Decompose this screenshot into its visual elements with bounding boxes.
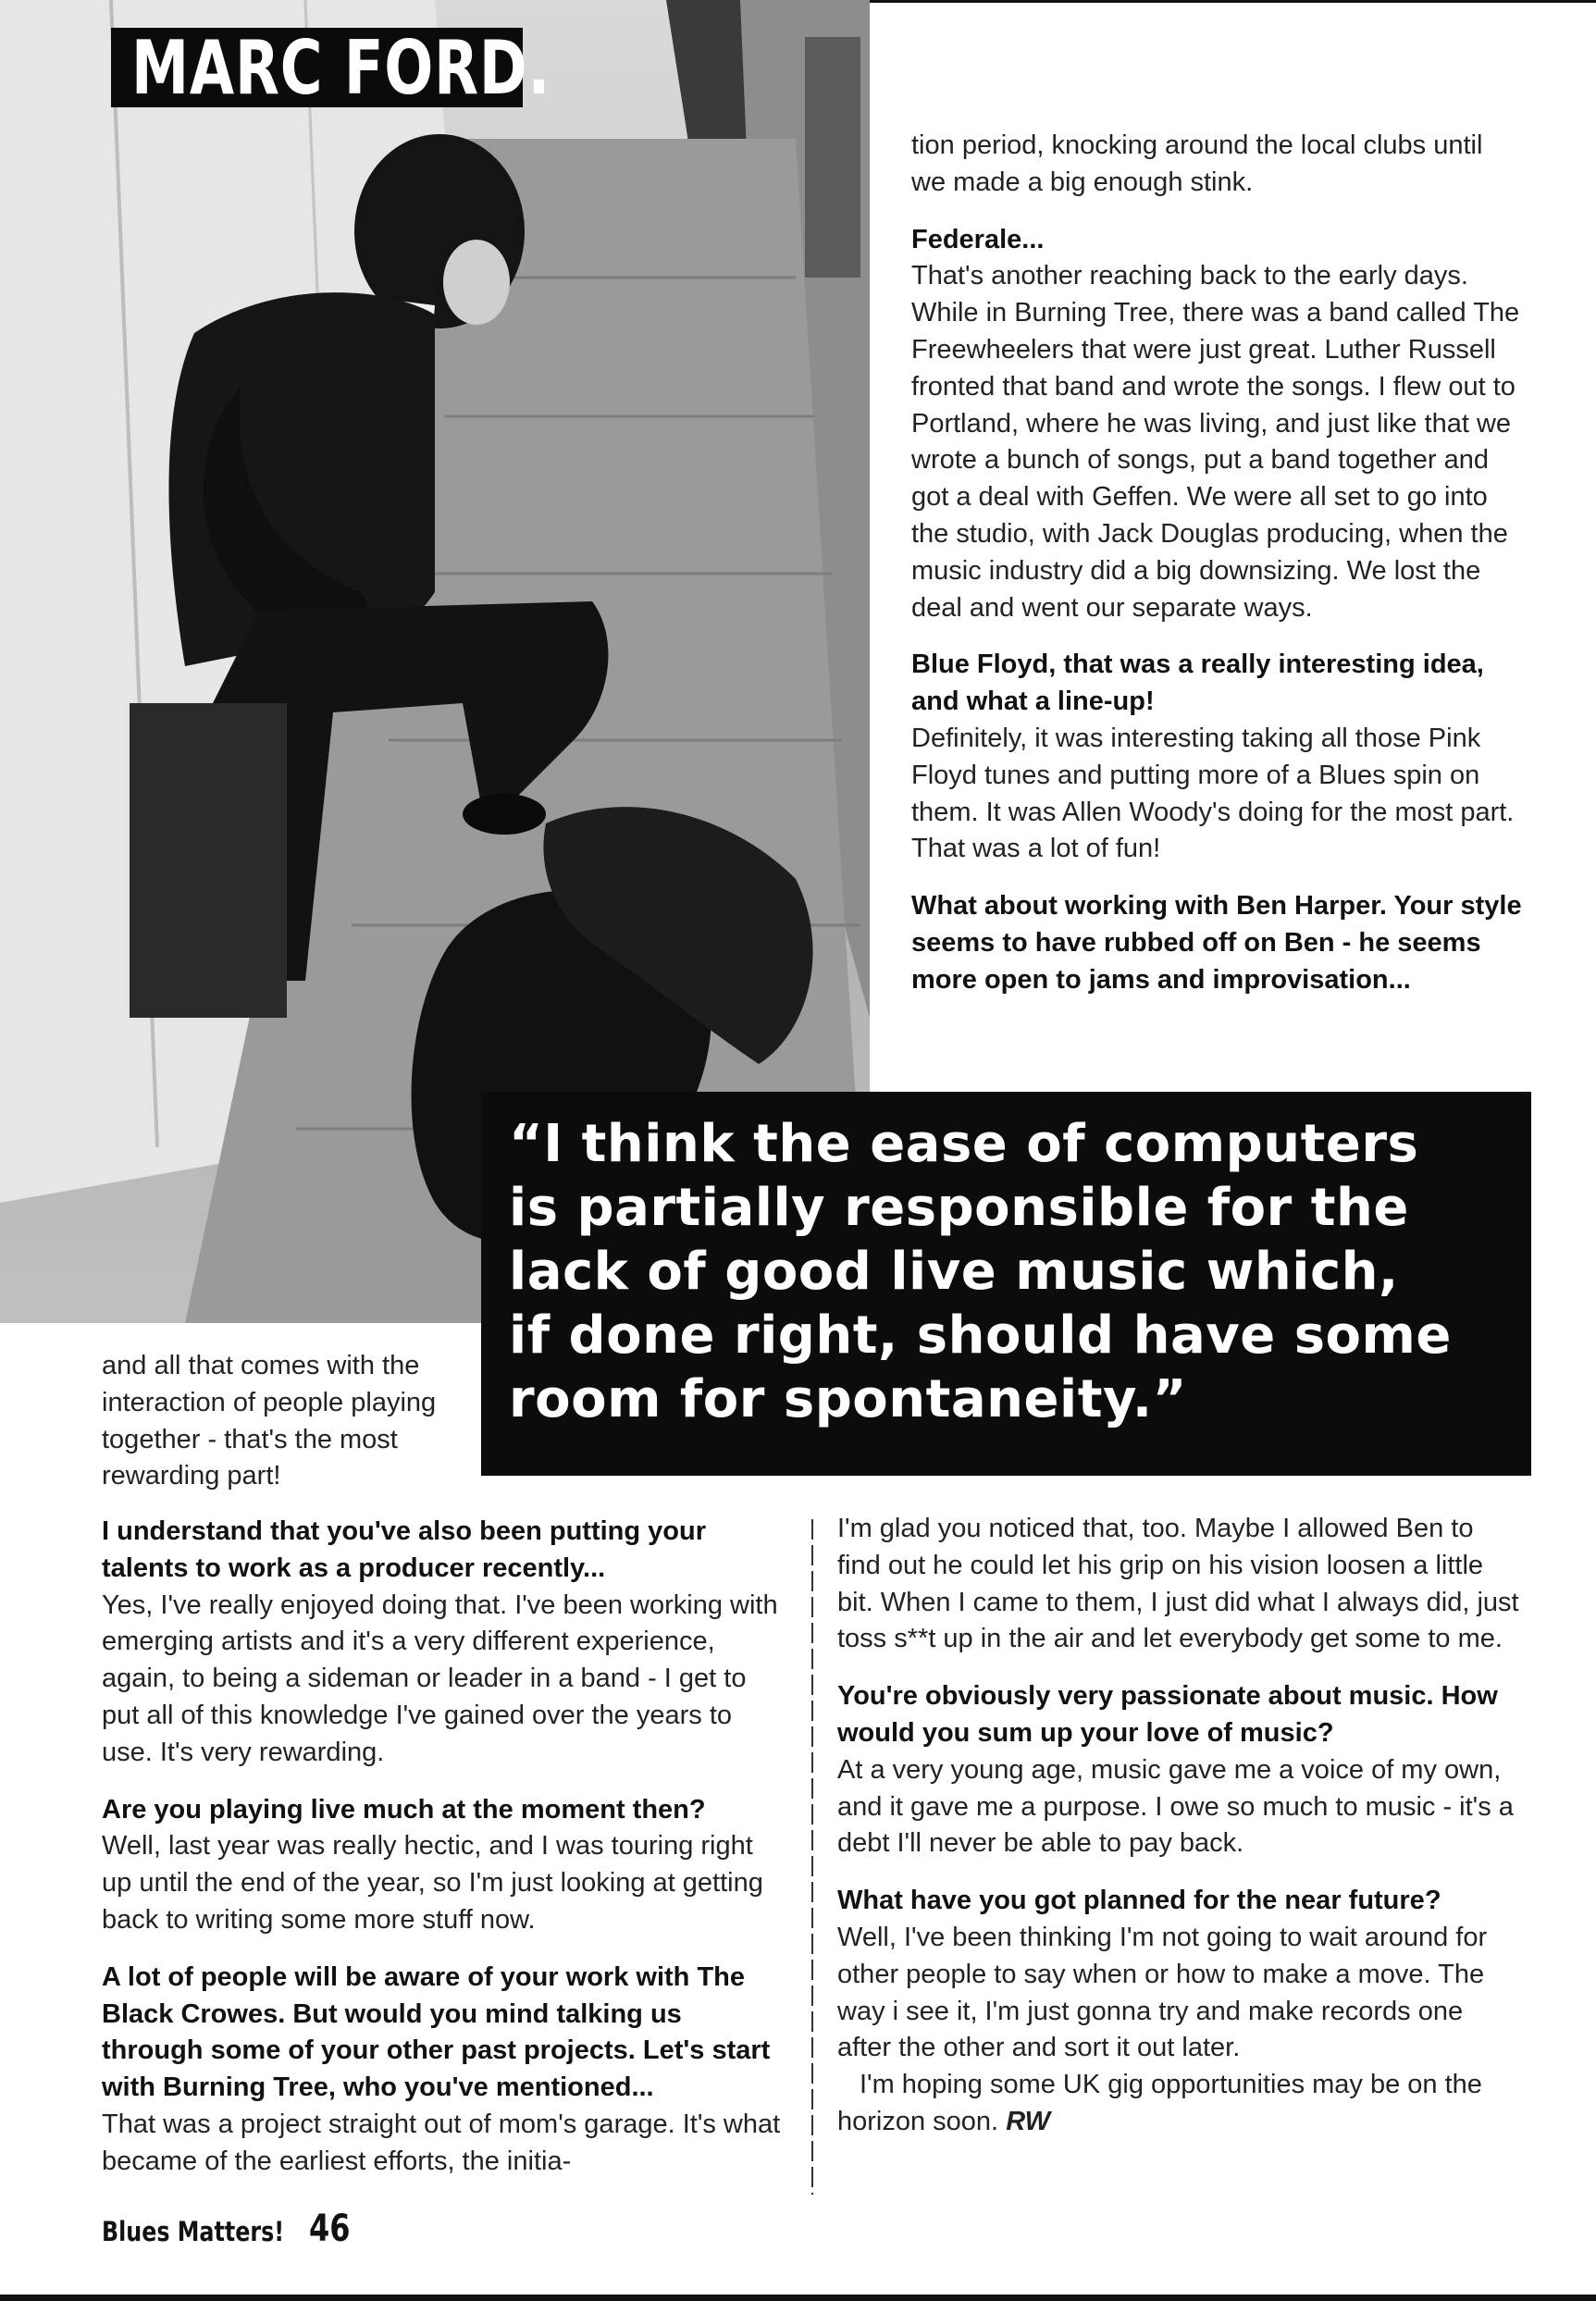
- article-title-box: [111, 24, 551, 111]
- question-text: Are you playing live much at the moment then?: [102, 1794, 706, 1825]
- column-divider: [811, 1519, 813, 2195]
- page-footer: [102, 2208, 361, 2250]
- question-text: What have you got planned for the near future?: [837, 1886, 1441, 1916]
- bottom-rule: [0, 2295, 1596, 2301]
- pull-quote-line: lack of good live music which,: [509, 1242, 1399, 1302]
- question-text: You're obviously very passionate about music. How would you sum up your love of music?: [837, 1681, 1498, 1748]
- bottom-right-column: [837, 1511, 1522, 2141]
- magazine-name: Blues Matters!: [102, 2216, 285, 2247]
- question-text: A lot of people will be aware of your work with The Black Crowes. But would you mind talking us through some of your other past projects. Let's start with Burning Tree, who you've mentioned...: [102, 1961, 771, 2103]
- pull-quote-line: “I think the ease of computers: [509, 1114, 1419, 1174]
- answer-text: I'm glad you noticed that, too. Maybe I allowed Ben to find out he could let his grip on his vision loosen a little bit. When I came to them, I just did what I always did, just toss s**t up in the air and let everybody get some to me.: [837, 1514, 1519, 1654]
- question-text: What about working with Ben Harper. Your style seems to have rubbed off on Ben - he seems more open to jams and improvisation...: [911, 891, 1522, 995]
- qa-block: [102, 1514, 786, 1772]
- pull-quote: [481, 1092, 1531, 1476]
- answer-text: Yes, I've really enjoyed doing that. I've been working with emerging artists and it's a very different experience, again, to being a sideman or leader in a band - I get to put all of this knowledge I've gained over the years to use. It's very rewarding.: [102, 1590, 778, 1767]
- question-text: I understand that you've also been putting your talents to work as a producer recently...: [102, 1516, 707, 1583]
- pull-quote-line: if done right, should have some: [509, 1305, 1452, 1366]
- closing-paragraph: [837, 2067, 1522, 2141]
- qa-block: [911, 647, 1522, 868]
- answer-text: and all that comes with the interaction of people playing together - that's the most rewarding part!: [102, 1351, 437, 1491]
- answer-text: tion period, knocking around the local clubs until we made a big enough stink.: [911, 130, 1483, 197]
- pull-quote-line: room for spontaneity.”: [509, 1369, 1187, 1429]
- qa-block: [911, 222, 1522, 627]
- qa-block: [911, 128, 1522, 202]
- answer-text: Well, I've been thinking I'm not going to wait around for other people to say when or how to make a move. The way i see it, I'm just gonna try and make records one after the other and sort it out later.: [837, 1922, 1488, 2063]
- answer-text: Well, last year was really hectic, and I was touring right up until the end of the year, so I'm just looking at getting back to writing some more stuff now.: [102, 1831, 763, 1935]
- bottom-left-column: [102, 1514, 786, 2201]
- page-number: 46: [309, 2208, 351, 2250]
- qa-block: [102, 1792, 786, 1939]
- qa-block: [911, 888, 1522, 998]
- answer-text: That was a project straight out of mom's garage. It's what became of the earliest efforts, the initia-: [102, 2109, 781, 2176]
- qa-block: [837, 1883, 1522, 2141]
- qa-block: [837, 1511, 1522, 1658]
- left-column-snippet: [102, 1348, 472, 1495]
- answer-text: At a very young age, music gave me a voice of my own, and it gave me a purpose. I owe so much to music - it's a debt I'll never be able to pay back.: [837, 1754, 1514, 1859]
- pull-quote-line: is partially responsible for the: [509, 1178, 1409, 1238]
- right-column-top: [911, 128, 1522, 1020]
- closing-text: I'm hoping some UK gig opportunities may be on the horizon soon.: [837, 2070, 1482, 2136]
- qa-block: [102, 1960, 786, 2181]
- answer-text: Definitely, it was interesting taking all those Pink Floyd tunes and putting more of a Blues spin on them. It was Allen Woody's doing for the most part. That was a lot of fun!: [911, 723, 1515, 864]
- question-text: Blue Floyd, that was a really interesting idea, and what a line-up!: [911, 649, 1484, 717]
- question-text: Federale...: [911, 224, 1045, 254]
- answer-text: That's another reaching back to the early days. While in Burning Tree, there was a band called The Freewheelers that were just great. Luther Russell fronted that band and wrote the songs. I flew out to Portland, where he was living, and just like that we wrote a bunch of songs, put a band together and got a deal with Geffen. We were all set to go into the studio, with Jack Douglas producing, when the music industry did a big downsizing. We lost the deal and went our separate ways.: [911, 261, 1520, 623]
- qa-block: [837, 1678, 1522, 1862]
- article-title: MARC FORD.: [131, 24, 551, 111]
- byline: RW: [1006, 2106, 1050, 2136]
